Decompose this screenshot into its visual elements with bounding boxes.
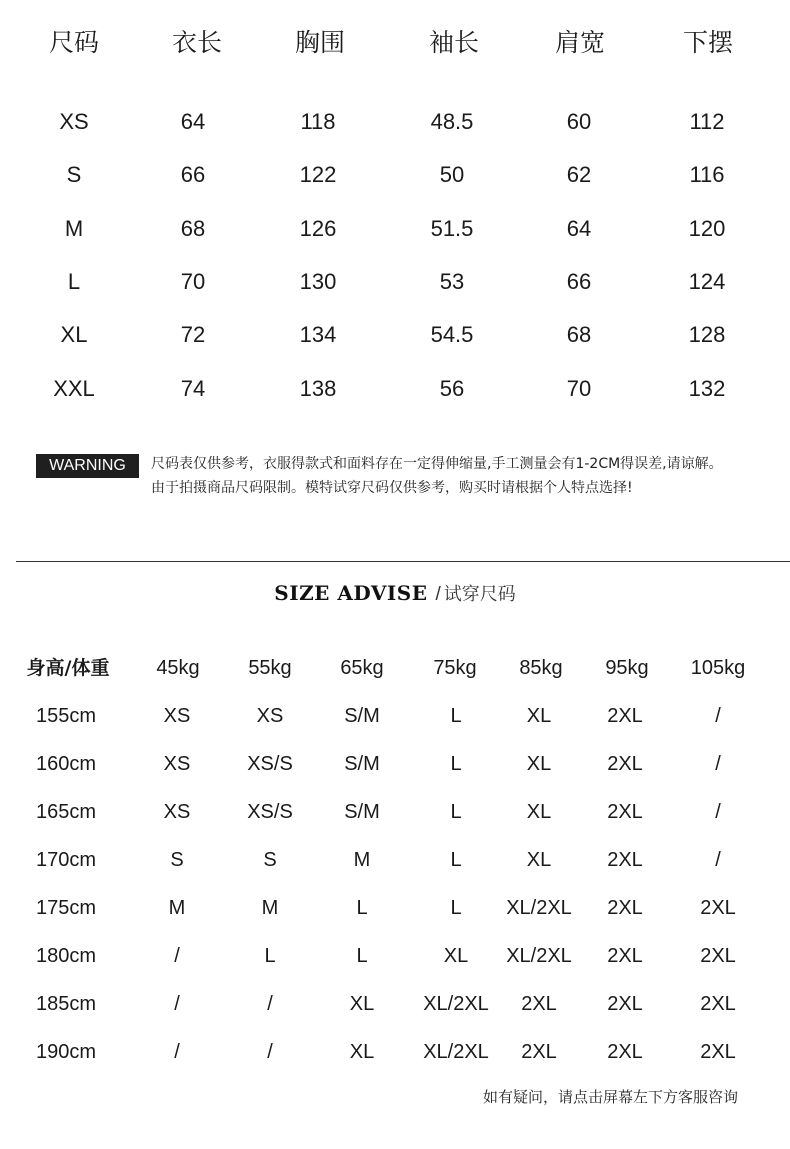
table-row [0,750,790,778]
length-cell: 72 [180,322,206,347]
size-cell: L [450,705,462,727]
size-cell: M [353,849,371,871]
hem-cell: 124 [688,269,726,294]
size-cell: S/M [344,801,380,823]
shoulder-cell: 62 [566,162,592,187]
header-size: 尺码 [48,28,99,57]
hem-cell: 112 [689,109,725,134]
size-cell: L [450,897,462,919]
table-row [0,107,790,137]
length-cell: 64 [180,109,206,134]
chest-cell: 130 [299,269,337,294]
size-cell: 2XL [700,945,736,967]
size-cell: 2XL [607,1041,643,1063]
height-cell: 165cm [35,801,97,823]
warning-text [151,452,790,500]
size-cell: M [261,897,279,919]
size-cell: M [64,216,84,241]
size-cell: L [356,897,368,919]
size-cell: XL/2XL [423,1041,489,1063]
size-cell: 2XL [700,897,736,919]
size-cell: / [715,705,721,727]
table-row [0,702,790,730]
size-table-header [0,28,790,58]
advise-title-cn: 试穿尺码 [443,584,516,605]
size-cell: XS [163,801,191,823]
height-cell: 185cm [35,993,97,1015]
size-cell: 2XL [700,1041,736,1063]
size-cell: XS/S [247,753,293,775]
height-cell: 155cm [35,705,97,727]
size-cell: L [450,801,462,823]
size-cell: 2XL [700,993,736,1015]
advise-title-en: SIZE ADVISE [274,581,428,605]
header-chest: 胸围 [294,28,345,57]
size-cell: 2XL [607,849,643,871]
size-cell: L [450,753,462,775]
size-cell: L [450,849,462,871]
shoulder-cell: 60 [566,109,592,134]
table-row [0,1038,790,1066]
table-row [0,894,790,922]
table-row [0,942,790,970]
sleeve-cell: 56 [439,376,465,401]
header-weight: 105kg [690,657,746,679]
size-cell: S/M [344,705,380,727]
chest-cell: 126 [299,216,337,241]
size-cell: M [168,897,186,919]
size-cell: XS [256,705,284,727]
sleeve-cell: 53 [439,269,465,294]
warning-line-2: 由于拍摄商品尺码限制。模特试穿尺码仅供参考，购买时请根据个人特点选择! [151,480,633,496]
header-weight: 55kg [248,657,292,679]
table-row [0,267,790,297]
header-length: 衣长 [171,28,222,57]
sleeve-cell: 48.5 [430,109,474,134]
length-cell: 70 [180,269,206,294]
size-cell: 2XL [607,801,643,823]
table-row [0,374,790,404]
size-cell: / [174,945,180,967]
size-cell: / [174,993,180,1015]
height-cell: 180cm [35,945,97,967]
hem-cell: 116 [689,162,725,187]
shoulder-cell: 66 [566,269,592,294]
size-cell: XL [526,705,552,727]
size-cell: 2XL [607,705,643,727]
height-cell: 175cm [35,897,97,919]
size-cell: 2XL [607,897,643,919]
hem-cell: 132 [688,376,726,401]
size-cell: XL/2XL [506,897,572,919]
size-cell: L [356,945,368,967]
advise-title-separator: / [435,584,441,605]
hem-cell: 120 [688,216,726,241]
height-cell: 190cm [35,1041,97,1063]
size-cell: S [66,162,82,187]
warning-line-1: 尺码表仅供参考，衣服得款式和面料存在一定得伸缩量,手工测量会有1-2CM得误差,请谅解。 [151,456,723,472]
size-cell: XS [59,109,89,134]
chest-cell: 134 [299,322,337,347]
size-cell: L [67,269,81,294]
chest-cell: 138 [299,376,337,401]
size-cell: XL [60,322,88,347]
size-cell: / [174,1041,180,1063]
shoulder-cell: 68 [566,322,592,347]
sleeve-cell: 50 [439,162,465,187]
size-cell: XL/2XL [506,945,572,967]
advise-table-header [0,654,790,682]
section-divider [16,561,790,562]
length-cell: 74 [180,376,206,401]
header-weight: 95kg [605,657,649,679]
size-cell: XS [163,705,191,727]
header-shoulder: 肩宽 [554,28,605,57]
length-cell: 66 [180,162,206,187]
advise-title [0,580,790,606]
size-cell: L [264,945,276,967]
height-cell: 160cm [35,753,97,775]
height-cell: 170cm [35,849,97,871]
size-cell: / [715,801,721,823]
customer-service-note: 如有疑问，请点击屏幕左下方客服咨询 [482,1088,738,1106]
hem-cell: 128 [688,322,726,347]
header-weight: 45kg [156,657,200,679]
size-cell: XXL [53,376,95,401]
shoulder-cell: 70 [566,376,592,401]
size-cell: 2XL [607,993,643,1015]
size-cell: 2XL [607,753,643,775]
table-row [0,846,790,874]
header-height-weight: 身高/体重 [26,657,110,679]
size-cell: XL [349,993,375,1015]
sleeve-cell: 51.5 [430,216,474,241]
size-cell: 2XL [607,945,643,967]
size-cell: XL [526,801,552,823]
size-cell: XL [443,945,469,967]
table-row [0,214,790,244]
sleeve-cell: 54.5 [430,322,474,347]
size-cell: S [170,849,184,871]
table-row [0,990,790,1018]
size-cell: S/M [344,753,380,775]
size-cell: XL [526,753,552,775]
chest-cell: 118 [300,109,336,134]
table-row [0,798,790,826]
size-cell: / [267,993,273,1015]
size-cell: XL [349,1041,375,1063]
size-cell: XS/S [247,801,293,823]
table-row [0,160,790,190]
warning-badge: WARNING [36,454,139,478]
table-row [0,320,790,350]
size-cell: XL/2XL [423,993,489,1015]
size-cell: XL [526,849,552,871]
shoulder-cell: 64 [566,216,592,241]
header-weight: 65kg [340,657,384,679]
chest-cell: 122 [299,162,337,187]
header-sleeve: 袖长 [428,28,479,57]
size-cell: S [263,849,277,871]
size-cell: XS [163,753,191,775]
size-cell: 2XL [521,993,557,1015]
size-cell: / [715,849,721,871]
size-cell: 2XL [521,1041,557,1063]
length-cell: 68 [180,216,206,241]
header-weight: 75kg [433,657,477,679]
size-cell: / [267,1041,273,1063]
size-cell: / [715,753,721,775]
header-hem: 下摆 [682,28,733,57]
header-weight: 85kg [519,657,563,679]
